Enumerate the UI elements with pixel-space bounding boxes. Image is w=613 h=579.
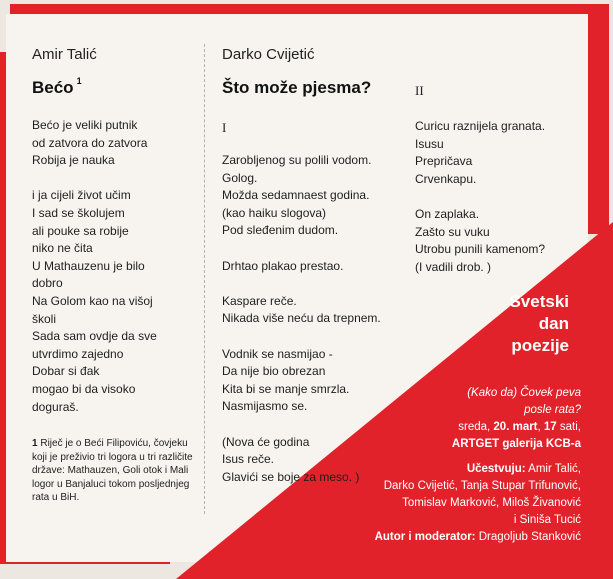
poem-line: mogao bi da visoko bbox=[32, 381, 136, 396]
poem-line bbox=[415, 188, 545, 206]
moderator-name: Dragoljub Stanković bbox=[475, 531, 581, 543]
poem-line: Sada sam ovdje da sve bbox=[32, 329, 157, 344]
participants-line-2: Darko Cvijetić, Tanja Stupar Trifunović, bbox=[383, 480, 581, 492]
moderator-label: Autor i moderator: bbox=[374, 531, 476, 543]
poem-line: (I vadili drob. ) bbox=[415, 259, 492, 274]
poem-line bbox=[222, 328, 381, 346]
event-date bbox=[375, 419, 581, 436]
poem-line: Vodnik se nasmijao - bbox=[222, 346, 333, 361]
poem-text-1 bbox=[32, 117, 157, 416]
participants-line-3: Tomislav Marković, Miloš Živanović bbox=[402, 497, 581, 509]
poem-line bbox=[32, 170, 157, 188]
poem-line bbox=[222, 275, 381, 293]
poem-title-1 bbox=[32, 78, 82, 98]
event-title-line-3: poezije bbox=[511, 336, 569, 355]
poem-line: Isus reče. bbox=[222, 452, 275, 467]
poem-line: dobro bbox=[32, 276, 63, 291]
poem-line: Crvenkapu. bbox=[415, 171, 477, 186]
poem-line: niko ne čita bbox=[32, 241, 93, 256]
poem-line: Da nije bio obrezan bbox=[222, 364, 326, 379]
poem-line: Zarobljenog su polili vodom. bbox=[222, 153, 372, 167]
poem-text-2-part-1 bbox=[222, 152, 381, 486]
poem-title-1-text: Bećo bbox=[32, 78, 74, 97]
poem-line: (kao haiku slogova) bbox=[222, 205, 327, 220]
poem-line: ali pouke sa robije bbox=[32, 223, 129, 238]
event-venue bbox=[375, 436, 581, 453]
poem-line: Zašto su vuku bbox=[415, 224, 490, 239]
event-subtitle-2-text: posle rata? bbox=[524, 404, 581, 416]
participants-line-4: i Siniša Tucić bbox=[513, 514, 581, 526]
part-one-heading: I bbox=[222, 120, 227, 135]
poem-text-2-part-2 bbox=[415, 118, 545, 276]
poem-line: Na Golom kao na višoj bbox=[32, 293, 153, 308]
poem-line: i ja cijeli život učim bbox=[32, 188, 131, 203]
participants-line-1 bbox=[375, 461, 581, 478]
participants-label: Učestvuju: bbox=[466, 463, 526, 475]
poem-line: Kaspare reče. bbox=[222, 293, 297, 308]
event-details bbox=[375, 385, 581, 546]
poem-line: Nikada više neću da trepnem. bbox=[222, 311, 381, 326]
poem-line: U Mathauzenu je bilo bbox=[32, 258, 145, 273]
poem-line bbox=[222, 416, 381, 434]
poem-line: Golog. bbox=[222, 170, 258, 185]
poem-line bbox=[222, 240, 381, 258]
footnote-marker: 1 bbox=[76, 76, 82, 86]
poem-title-2: Što može pjesma? bbox=[222, 78, 372, 97]
poem-line: Pod sleđenim dudom. bbox=[222, 223, 339, 238]
poem-line: Možda sedamnaest godina. bbox=[222, 188, 370, 203]
poem-line: Dobar si đak bbox=[32, 364, 100, 379]
venue-name: ARTGET galerija KCB-a bbox=[451, 438, 581, 450]
date-prefix: sreda, bbox=[458, 421, 494, 433]
poem-line: od zatvora do zatvora bbox=[32, 135, 148, 150]
date-sep: , bbox=[537, 421, 544, 433]
poem-line: Robija je nauka bbox=[32, 153, 115, 168]
time-value: 17 bbox=[543, 421, 557, 433]
author-name-2: Darko Cvijetić bbox=[222, 46, 315, 63]
event-subtitle-2 bbox=[375, 402, 581, 419]
poem-line: utvrdimo zajedno bbox=[32, 346, 124, 361]
poem-line: doguraš. bbox=[32, 399, 79, 414]
participants-text-1: Amir Talić, bbox=[525, 463, 581, 475]
part-two-heading: II bbox=[415, 83, 424, 98]
event-title bbox=[509, 291, 569, 357]
poem-line: (Nova će godina bbox=[222, 434, 310, 449]
event-subtitle-1 bbox=[375, 385, 581, 402]
event-title-line-1: Svetski bbox=[509, 292, 569, 311]
event-subtitle-1-text: (Kako da) Čovek peva bbox=[467, 387, 581, 399]
footnote bbox=[32, 437, 202, 505]
poem-line: Drhtao plakao prestao. bbox=[222, 258, 344, 273]
footnote-number: 1 bbox=[32, 438, 38, 449]
poem-line: Curicu raznijela granata. bbox=[415, 119, 546, 133]
event-title-line-2: dan bbox=[538, 314, 569, 333]
poem-line: Prepričava bbox=[415, 154, 473, 169]
poem-line: Isusu bbox=[415, 136, 444, 151]
poem-line: Nasmijasmo se. bbox=[222, 399, 308, 414]
author-name-1: Amir Talić bbox=[32, 46, 97, 63]
column-divider bbox=[204, 44, 205, 514]
poem-line: školi bbox=[32, 311, 57, 326]
poem-line: Glavići se boje za meso. ) bbox=[222, 469, 360, 484]
footnote-text: Riječ je o Beći Filipoviću, čovjeku koji je preživio tri logora u tri različite države: Mathauzen, Goli otok i Mali logor u Banjaluci tokom posljednjeg rata u BiH. bbox=[32, 438, 193, 503]
date-value: 20. mart bbox=[493, 421, 538, 433]
poem-line: On zaplaka. bbox=[415, 206, 480, 221]
poem-line: I sad se školujem bbox=[32, 205, 125, 220]
moderator-line bbox=[375, 529, 581, 546]
poem-line: Utrobu punili kamenom? bbox=[415, 242, 546, 257]
poem-line: Bećo je veliki putnik bbox=[32, 118, 138, 132]
time-suffix: sati, bbox=[556, 421, 581, 433]
poem-line: Kita bi se manje smrzla. bbox=[222, 381, 350, 396]
